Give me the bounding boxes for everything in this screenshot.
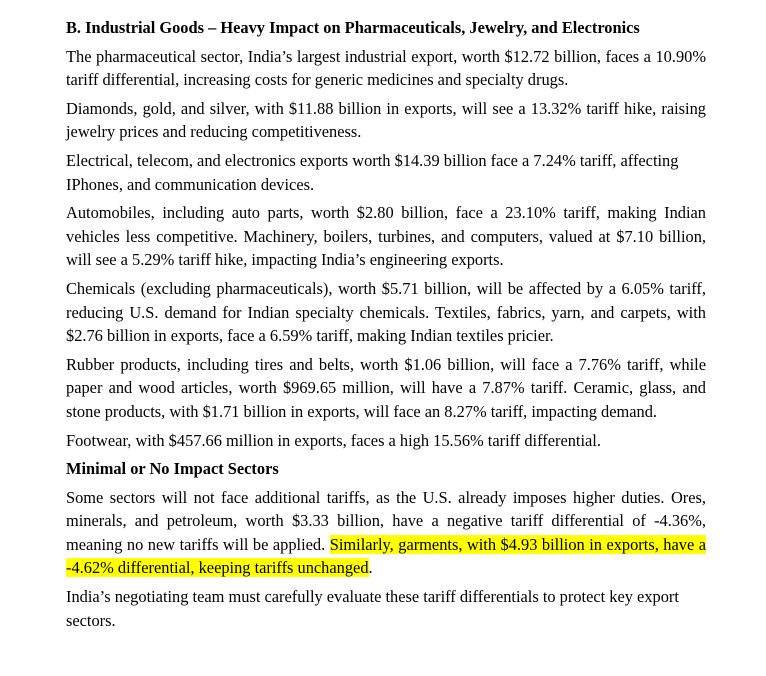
paragraph-pharmaceuticals: The pharmaceutical sector, India’s largest industrial export, worth $12.72 billion, faces a 10.90% tariff differential, increasing costs for generic medicines and specialty drugs. [66,46,706,90]
section-heading: B. Industrial Goods – Heavy Impact on Pharmaceuticals, Jewelry, and Electronics [66,18,640,37]
paragraph-chemicals: Chemicals (excluding pharmaceuticals), worth $5.71 billion, will be affected by a 6.05% tariff, reducing U.S. demand for Indian specialty chemicals. Textiles, fabrics, yarn, and carpets, with $2.76 billion in exports, face a 6.59% tariff, making Indian textiles pricier. [66,278,706,346]
subheading-minimal-impact: Minimal or No Impact Sectors [66,459,279,479]
minimal-text-after: . [368,558,373,578]
paragraph-electronics: Electrical, telecom, and electronics exports worth $14.39 billion face a 7.24% tariff, affecting IPhones, and communication devices. [66,150,679,194]
paragraph-closing: India’s negotiating team must carefully evaluate these tariff differentials to protect key export sectors. [66,587,679,630]
paragraph-footwear: Footwear, with $457.66 million in exports, faces a high 15.56% tariff differential. [66,430,601,450]
document-page [66,16,706,637]
paragraph-rubber: Rubber products, including tires and belts, worth $1.06 billion, will face a 7.76% tariff, while paper and wood articles, worth $969.65 million, will have a 7.87% tariff. Ceramic, glass, and stone products, with $1.71 billion in exports, will face an 8.27% tariff, impacting demand. [66,354,706,421]
paragraph-automobiles: Automobiles, including auto parts, worth $2.80 billion, face a 23.10% tariff, making Indian vehicles less competitive. Machinery, boilers, turbines, and computers, valued at $7.10 billion, will see a 5.29% tariff hike, impacting India’s engineering exports. [66,203,706,270]
paragraph-minimal-impact [66,486,706,580]
minimal-text-before: Some sectors will not face additional tariffs, as the U.S. already imposes higher duties. Ores, minerals, and petroleum, worth $3.33 billion, have a negative tariff differential of -4.36%, meaning no new tariffs will be applied. [66,487,706,554]
highlighted-text: Similarly, garments, with $4.93 billion in exports, have a -4.62% differential, keeping tariffs unchanged [66,534,706,578]
paragraph-jewelry: Diamonds, gold, and silver, with $11.88 billion in exports, will see a 13.32% tariff hike, raising jewelry prices and reducing competitiveness. [66,98,706,142]
